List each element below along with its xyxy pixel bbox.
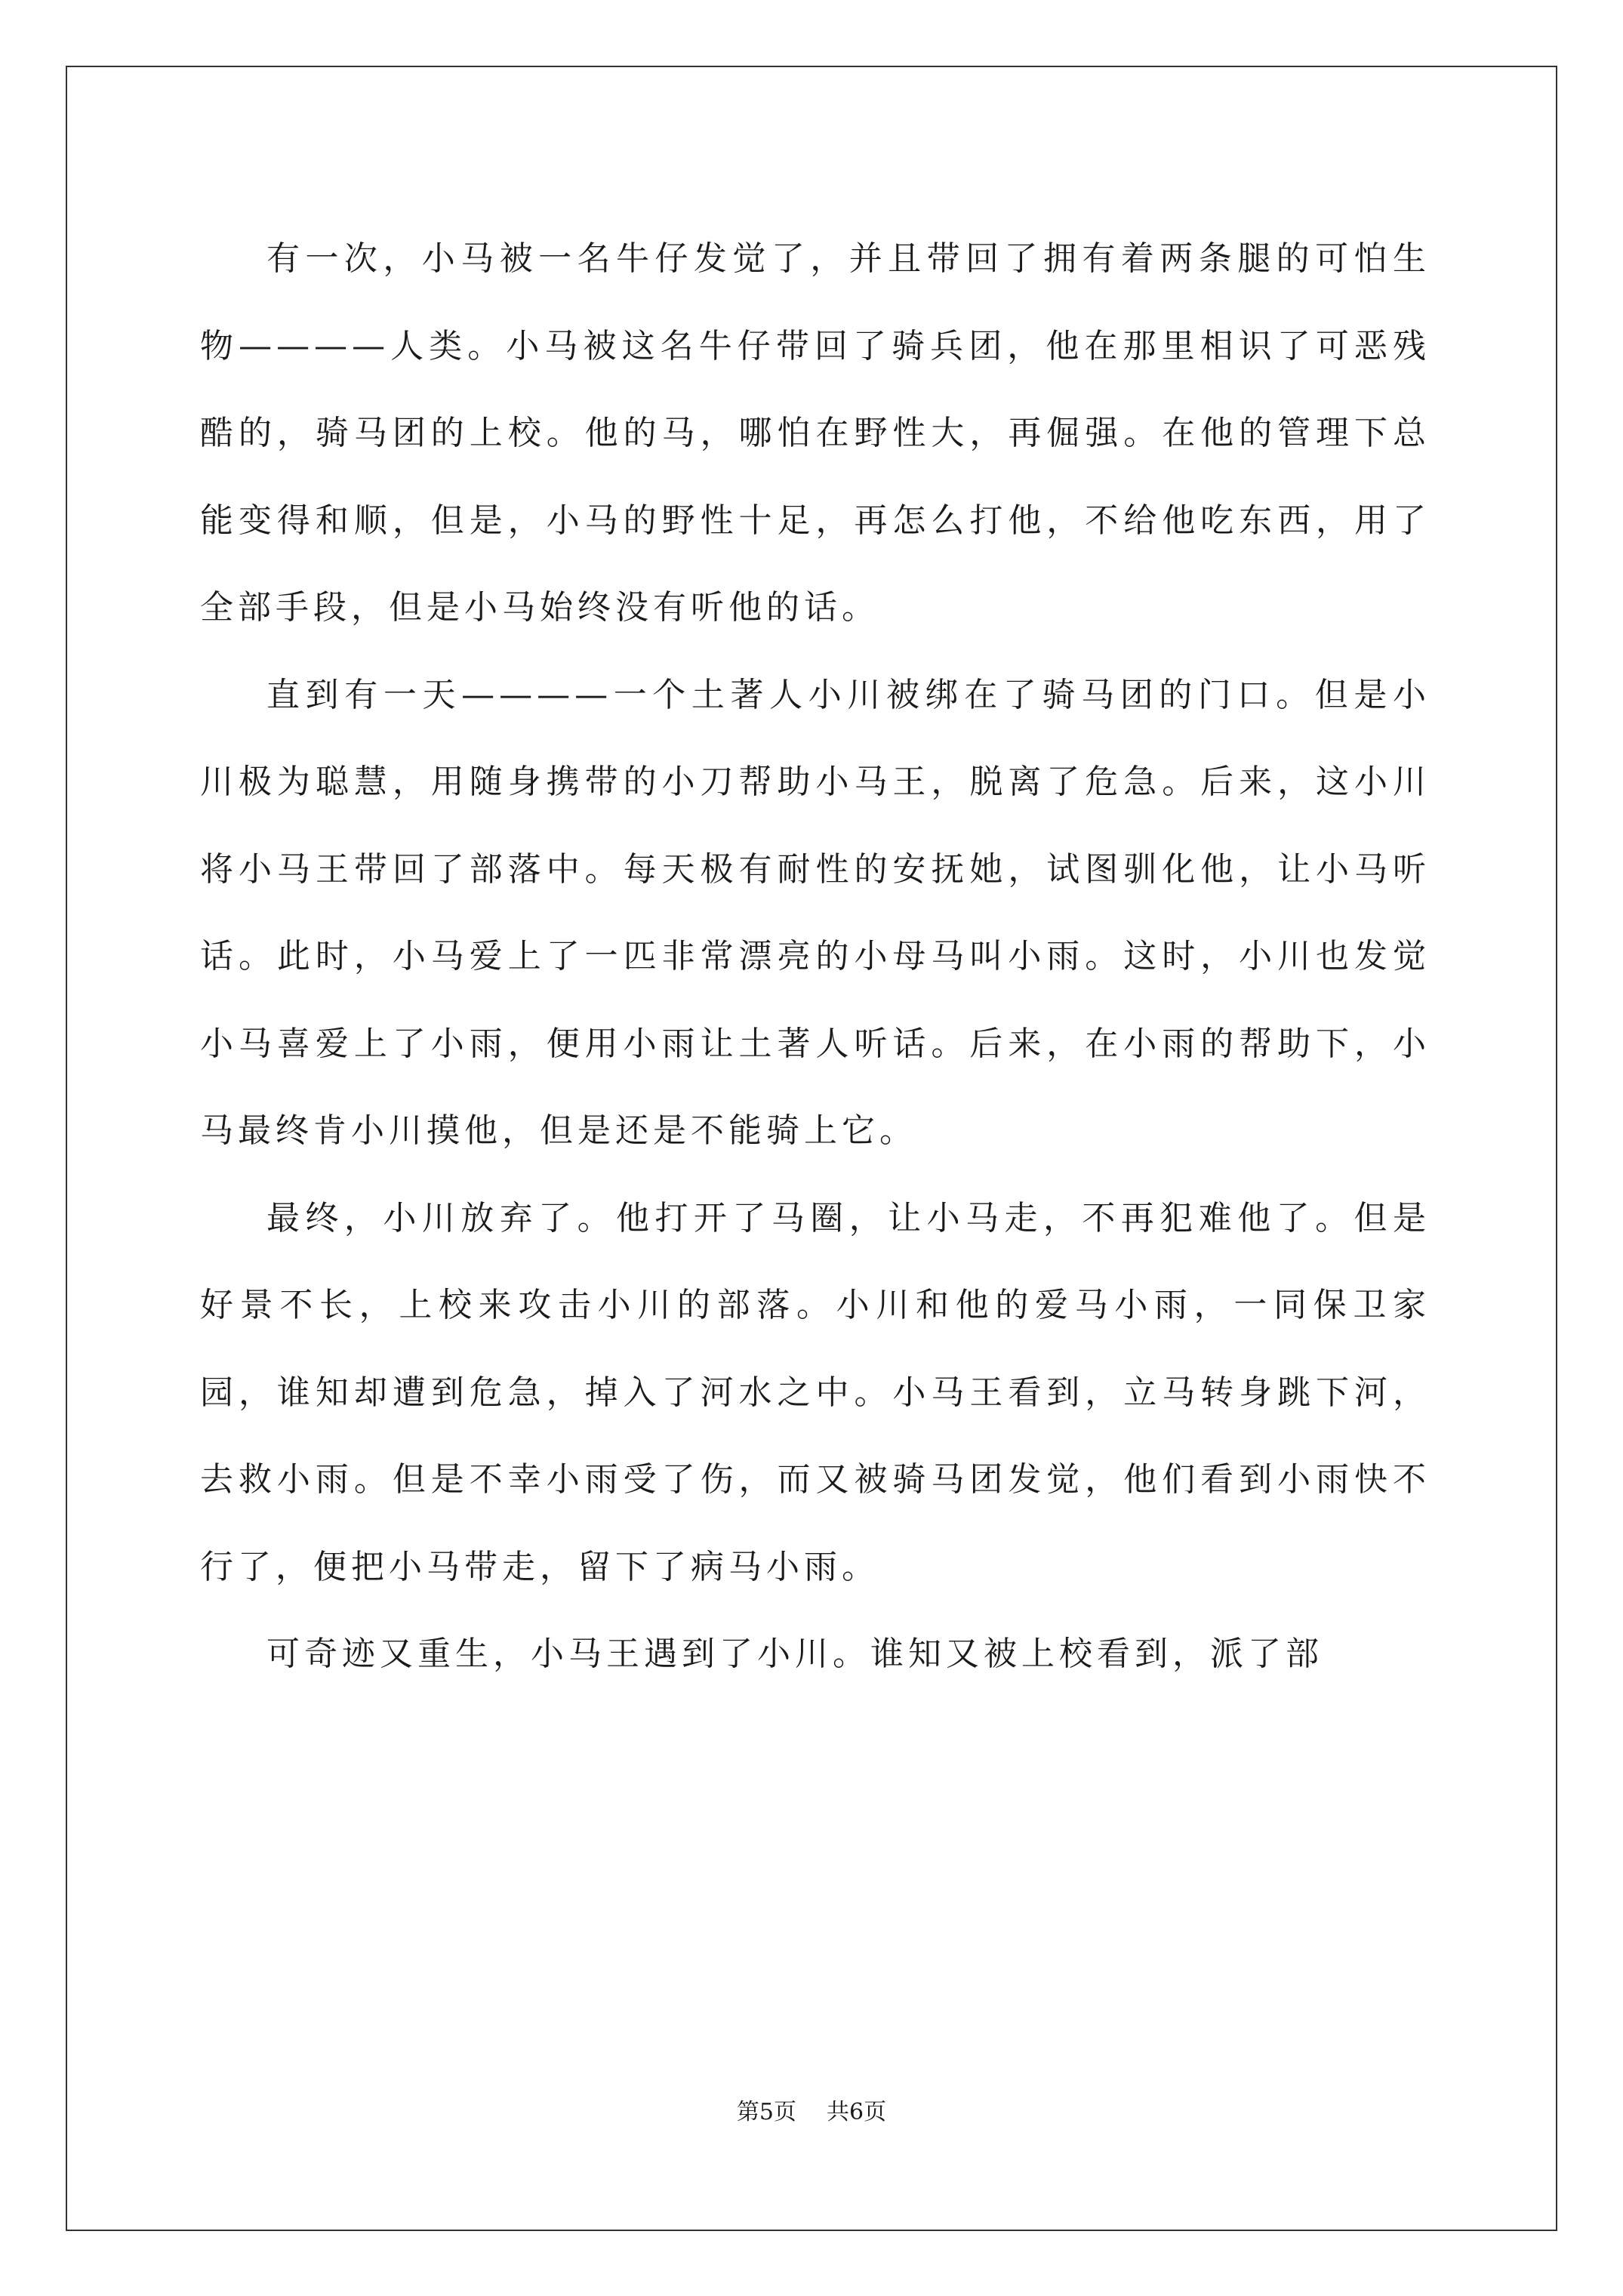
paragraph-1: 有一次，小马被一名牛仔发觉了，并且带回了拥有着两条腿的可怕生物————人类。小马被这名牛仔带回了骑兵团，他在那里相识了可恶残酷的，骑马团的上校。他的马，哪怕在野性大，再倔强。在他的管理下总能变得和顺，但是，小马的野性十足，再怎么打他，不给他吃东西，用了全部手段，但是小马始终没有听他的话。 [200, 239, 1431, 627]
page-total: 共6页 [827, 2099, 887, 2125]
paragraph-4: 可奇迹又重生，小马王遇到了小川。谁知又被上校看到，派了部 [266, 1635, 1323, 1673]
page-number: 第5页 [736, 2099, 796, 2125]
page-footer [0, 2097, 1623, 2128]
document-body [200, 215, 1431, 1698]
paragraph-2: 直到有一天————一个土著人小川被绑在了骑马团的门口。但是小川极为聪慧，用随身携带的小刀帮助小马王，脱离了危急。后来，这小川将小马王带回了部落中。每天极有耐性的安抚她，试图驯化他，让小马听话。此时，小马爱上了一匹非常漂亮的小母马叫小雨。这时，小川也发觉小马喜爱上了小雨，便用小雨让土著人听话。后来，在小雨的帮助下，小马最终肯小川摸他，但是还是不能骑上它。 [200, 675, 1431, 1150]
paragraph-3: 最终，小川放弃了。他打开了马圈，让小马走，不再犯难他了。但是好景不长，上校来攻击小川的部落。小川和他的爱马小雨，一同保卫家园，谁知却遭到危急，掉入了河水之中。小马王看到，立马转身跳下河，去救小雨。但是不幸小雨受了伤，而又被骑马团发觉，他们看到小雨快不行了，便把小马带走，留下了病马小雨。 [200, 1198, 1431, 1586]
